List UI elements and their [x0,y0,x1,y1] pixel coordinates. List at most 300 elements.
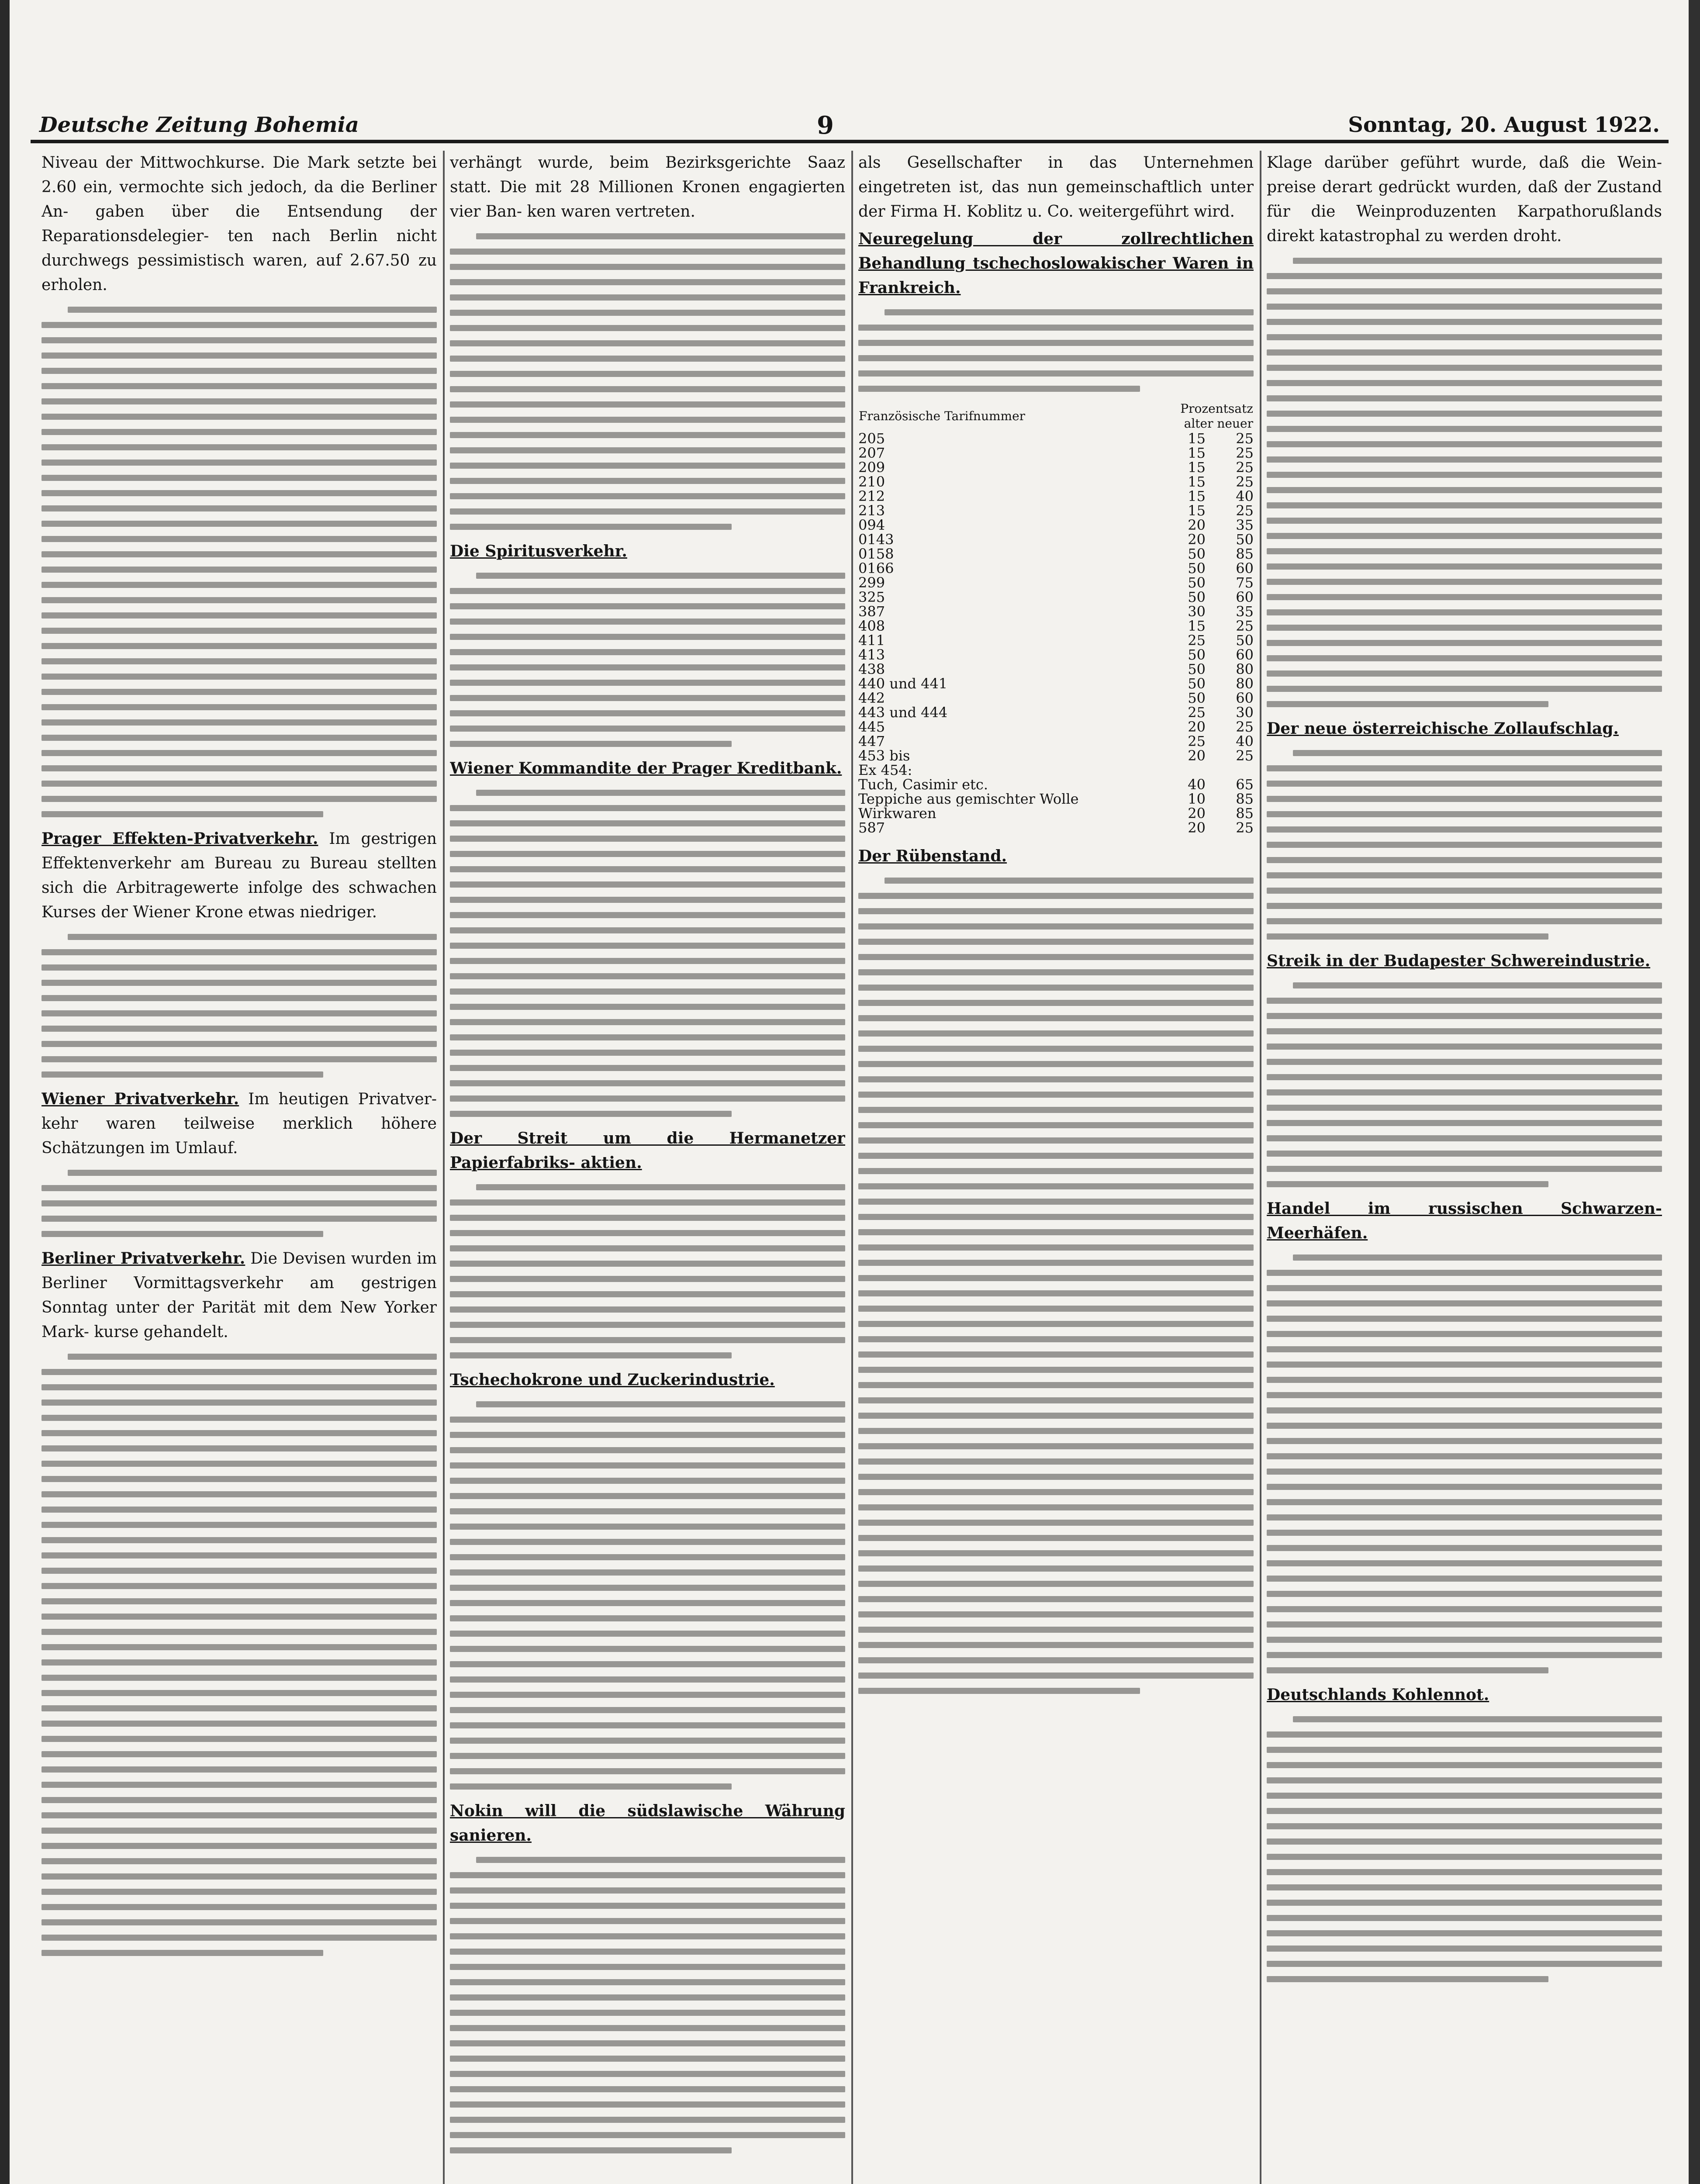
text-line [41,1491,437,1497]
tariff-cell: 438 [858,662,885,677]
tariff-row [858,749,1254,763]
tariff-cell: 209 [858,460,885,475]
text-line [450,310,845,316]
text-line [41,1583,437,1589]
article-text: Die Devisen wurden im Berliner Vormittagsverkehr am gestrigen Sonntag unter der Parität mit dem New Yorker Mark- kurse gehandelt. [41,1250,437,1341]
text-line [41,1919,437,1925]
text-line [450,1783,732,1790]
text-line [450,1994,845,2001]
tariff-cell: 15 [1188,473,1206,490]
text-line [858,1596,1254,1602]
column-4 [1267,151,1662,2184]
tariff-cell: 35 [1236,517,1254,533]
tariff-row [858,460,1254,475]
text-line [41,735,437,741]
text-line [858,1214,1254,1220]
text-line [450,1276,845,1282]
text-line [450,1462,845,1469]
text-line [1267,1731,1662,1738]
tariff-table-header-rates: Prozentsatz alter neuer [1180,401,1253,431]
text-line [450,1631,845,1637]
text-line [41,643,437,649]
text-line [41,1644,437,1650]
text-line [41,521,437,527]
tariff-cell: 50 [1188,646,1206,663]
tariff-cell: 213 [858,504,885,518]
column-rule [443,151,445,2184]
text-line [450,1352,732,1358]
text-line [1267,1331,1662,1337]
text-line [41,1537,437,1543]
text-block [858,309,1254,392]
text-line [1267,842,1662,848]
text-line [450,680,845,686]
text-line [1267,1576,1662,1582]
text-line [41,582,437,588]
text-line [41,1873,437,1880]
tariff-cell: 30 [1236,704,1254,721]
tariff-row [858,475,1254,489]
text-line [41,460,437,466]
tariff-cell: 20 [1188,805,1206,822]
text-block [450,233,845,530]
text-line [450,1887,845,1894]
text-line [1267,1915,1662,1921]
text-line [1267,1747,1662,1753]
tariff-cell: 50 [1236,632,1254,649]
tariff-cell: 453 bis [858,749,910,763]
text-line [858,1581,1254,1587]
text-line [1267,918,1662,924]
section-heading: Die Spiritusverkehr. [450,542,627,560]
text-line [858,923,1254,930]
text-line [41,1415,437,1421]
text-line [858,1382,1254,1388]
text-line [450,1245,845,1251]
text-line [858,1122,1254,1128]
text-line [41,1445,437,1451]
text-line [1267,1270,1662,1276]
text-line [1267,1453,1662,1459]
tariff-cell: 387 [858,605,885,619]
tariff-cell: Ex 454: [858,763,912,778]
text-line [476,790,845,796]
text-line [885,878,1254,884]
text-line [1267,1044,1662,1050]
tariff-cell: Tuch, Casimir etc. [858,778,988,792]
article-text: Im heutigen Privatver- kehr waren teilweise merklich höhere Schätzungen im Umlauf. [41,1090,437,1157]
text-line [858,1550,1254,1556]
text-line [41,1476,437,1482]
tariff-cell: 50 [1188,589,1206,605]
text-line [858,1642,1254,1648]
text-line [450,2117,845,2123]
text-line [1267,903,1662,909]
tariff-cell: 25 [1236,459,1254,476]
text-line [476,1401,845,1407]
text-line [858,1306,1254,1312]
text-line [450,1738,845,1744]
text-line [858,939,1254,945]
column-rule [851,151,853,2184]
column-rule [1260,151,1261,2184]
text-line [450,741,732,747]
text-line [41,1026,437,1032]
text-line [450,1261,845,1267]
tariff-row [858,432,1254,446]
text-line [450,1615,845,1621]
text-line [1267,781,1662,787]
text-line [1267,655,1662,661]
tariff-cell: 447 [858,734,885,749]
text-line [41,1568,437,1574]
tariff-cell: 40 [1236,733,1254,750]
tariff-cell: 0143 [858,532,894,547]
text-line [41,429,437,435]
tariff-cell: 20 [1188,747,1206,764]
text-line [1267,1667,1548,1673]
text-line [450,1918,845,1924]
text-line [858,1244,1254,1251]
text-line [1267,1854,1662,1860]
text-line [41,490,437,496]
tariff-cell: 60 [1236,646,1254,663]
text-line [1267,288,1662,294]
article-text: als Gesellschafter in das Unternehmen eingetreten ist, das nun gemeinschaftlich unter der Firma H. Koblitz u. Co. weitergeführt wird. [858,154,1254,221]
section-heading: Tschechokrone und Zuckerindustrie. [450,1371,775,1389]
text-line [41,796,437,802]
text-line [450,401,845,408]
text-line [450,249,845,255]
text-line [41,368,437,374]
text-line [1267,1946,1662,1952]
text-line [858,1199,1254,1205]
tariff-cell: 15 [1188,502,1206,519]
text-line [41,612,437,619]
text-line [450,1600,845,1606]
text-line [1267,1074,1662,1080]
text-line [1267,365,1662,371]
text-line [1267,1120,1662,1126]
text-line [858,1565,1254,1572]
text-line [41,1056,437,1062]
text-line [858,1168,1254,1174]
text-line [858,1290,1254,1296]
text-line [41,964,437,971]
text-line [858,1504,1254,1510]
text-line [858,1397,1254,1403]
text-block [1267,982,1662,1187]
tariff-cell: 25 [1236,430,1254,447]
tariff-row [858,561,1254,576]
text-line [450,851,845,857]
page-number: 9 [817,111,834,140]
tariff-cell: 0166 [858,561,894,576]
text-block [41,934,437,1078]
text-line [450,2056,845,2062]
tariff-cell: 408 [858,619,885,633]
text-line [450,820,845,826]
section-heading: Der neue österreichische Zollaufschlag. [1267,719,1619,738]
text-block [450,573,845,747]
text-line [858,355,1254,361]
text-line [41,689,437,695]
tariff-cell: 445 [858,720,885,734]
text-line [41,949,437,955]
text-line [858,1474,1254,1480]
text-line [41,1858,437,1864]
text-line [41,1751,437,1757]
text-line [41,1812,437,1818]
text-line [1267,441,1662,447]
text-line [41,322,437,328]
text-line [858,1428,1254,1434]
text-line [1267,640,1662,646]
text-line [41,1369,437,1375]
text-line [1267,1762,1662,1768]
text-line [41,1721,437,1727]
text-line [450,1493,845,1499]
text-line [1267,625,1662,631]
text-line [450,2071,845,2077]
tariff-cell: 25 [1236,747,1254,764]
text-line [450,603,845,609]
text-line [68,307,437,313]
text-line [858,1657,1254,1663]
text-line [41,551,437,557]
text-line [450,1111,732,1117]
text-line [1267,765,1662,771]
tariff-row [858,518,1254,532]
text-line [1267,1606,1662,1612]
text-line [450,1337,845,1343]
text-line [41,1797,437,1803]
text-line [450,356,845,362]
tariff-table-body [858,432,1254,835]
text-line [1267,1900,1662,1906]
text-line [858,1627,1254,1633]
text-block [450,1184,845,1358]
text-block [1267,258,1662,707]
text-line [1267,1591,1662,1597]
text-line [1267,1028,1662,1034]
text-line [1267,1484,1662,1490]
tariff-cell: 10 [1188,791,1206,807]
text-line [450,1646,845,1652]
tariff-cell: 20 [1188,819,1206,836]
text-line [450,726,845,732]
tariff-cell: 75 [1236,574,1254,591]
text-line [1267,888,1662,894]
section-heading: Der Streit um die Hermanetzer Papierfabriks- aktien. [450,1129,845,1172]
text-line [450,664,845,670]
text-line [1267,579,1662,585]
tariff-cell: 65 [1236,776,1254,793]
text-line [858,1260,1254,1266]
text-line [858,1275,1254,1281]
section-heading: Der Rübenstand. [858,847,1007,865]
text-line [1267,395,1662,401]
text-line [1267,1346,1662,1352]
text-line [41,352,437,359]
text-line [41,719,437,726]
text-line [1267,811,1662,817]
text-line [1267,796,1662,802]
tariff-row [858,734,1254,749]
text-line [1267,487,1662,493]
section-heading: Nokin will die südslawische Währung sanieren. [450,1802,845,1845]
article-text: Niveau der Mittwochkurse. Die Mark setzte bei 2.60 ein, vermochte sich jedoch, da die Berliner An- gaben über die Entsendung der Reparationsdelegier- ten nach Berlin nicht durchwegs pessimistisch waren, auf 2.67.50 zu erholen. [41,154,437,294]
text-line [1267,319,1662,325]
text-line [450,958,845,964]
text-line [1267,1976,1548,1982]
text-line [1293,750,1662,756]
text-line [450,1692,845,1698]
text-line [450,447,845,453]
text-line [1267,411,1662,417]
text-line [1267,1407,1662,1413]
text-line [1267,334,1662,340]
text-line [41,1200,437,1206]
text-line [450,325,845,331]
text-line [1267,1869,1662,1875]
text-line [1267,1793,1662,1799]
tariff-cell: 443 und 444 [858,705,948,720]
section-heading: Neuregelung der zollrechtlichen Behandlung tschechoslowakischer Waren in Frankreich. [858,230,1254,297]
text-line [450,1050,845,1056]
text-line [1267,872,1662,878]
text-line [41,1843,437,1849]
text-line [450,1417,845,1423]
text-line [1267,1930,1662,1936]
text-line [1267,1499,1662,1505]
tariff-cell: 35 [1236,603,1254,620]
text-line [41,1950,323,1956]
tariff-cell: 25 [1236,819,1254,836]
tariff-row [858,691,1254,705]
tariff-cell: 85 [1236,805,1254,822]
text-line [450,2147,732,2153]
text-line [1267,1469,1662,1475]
text-line [450,1933,845,1939]
tariff-cell: 50 [1188,574,1206,591]
text-line [41,567,437,573]
tariff-cell: 25 [1188,733,1206,750]
tariff-row [858,547,1254,561]
text-block [858,878,1254,1694]
tariff-cell: 50 [1236,531,1254,548]
text-line [858,1092,1254,1098]
text-line [450,710,845,716]
text-line [858,1336,1254,1342]
text-line [858,1061,1254,1067]
tariff-row [858,489,1254,504]
text-line [1267,1514,1662,1521]
tariff-cell: 60 [1236,560,1254,577]
text-line [450,279,845,285]
text-line [858,893,1254,899]
text-line [450,1508,845,1514]
tariff-cell: 50 [1188,546,1206,562]
text-line [1267,426,1662,432]
text-line [450,1524,845,1530]
tariff-row [858,677,1254,691]
text-line [1267,1013,1662,1019]
text-line [858,1107,1254,1113]
text-line [1267,1362,1662,1368]
text-line [1267,1823,1662,1829]
text-line [450,2010,845,2016]
text-line [41,1522,437,1528]
text-line [450,1080,845,1086]
text-line [1267,1166,1662,1172]
tariff-row [858,504,1254,518]
text-line [858,1489,1254,1495]
column-1 [41,151,437,2184]
text-line [450,2132,845,2138]
text-line [450,927,845,933]
text-line [858,1046,1254,1052]
text-line [1267,1392,1662,1398]
tariff-cell: 413 [858,648,885,662]
text-line [450,649,845,655]
tariff-cell: 20 [1188,517,1206,533]
tariff-cell: 15 [1188,459,1206,476]
tariff-cell [1158,763,1206,778]
text-line [41,1598,437,1604]
text-line [858,1076,1254,1082]
text-line [450,1432,845,1438]
text-line [450,881,845,888]
text-line [41,337,437,343]
text-line [1267,933,1548,940]
text-line [1267,472,1662,478]
tariff-cell: 205 [858,432,885,446]
text-line [41,995,437,1001]
text-line [858,1443,1254,1449]
tariff-cell: 25 [1236,719,1254,735]
text-line [450,988,845,995]
text-line [858,1351,1254,1358]
tariff-table [858,401,1254,835]
tariff-cell: Wirkwaren [858,806,936,821]
text-line [450,1661,845,1667]
text-line [450,1554,845,1560]
text-line [1293,1254,1662,1261]
text-line [41,597,437,603]
text-line [450,1291,845,1297]
text-line [450,1306,845,1313]
text-line [1267,1300,1662,1306]
tariff-cell: 0158 [858,547,894,561]
text-line [450,2025,845,2031]
text-line [1267,1135,1662,1141]
tariff-cell: 25 [1236,618,1254,634]
text-line [450,1707,845,1713]
text-line [41,811,323,817]
text-line [858,1688,1140,1694]
text-line [858,340,1254,346]
text-line [41,1904,437,1910]
text-line [1267,1560,1662,1566]
text-line [41,1690,437,1696]
text-line [1267,998,1662,1004]
text-line [41,1675,437,1681]
text-line [1293,982,1662,988]
tariff-row [858,792,1254,806]
text-line [41,1231,323,1237]
text-line [450,897,845,903]
